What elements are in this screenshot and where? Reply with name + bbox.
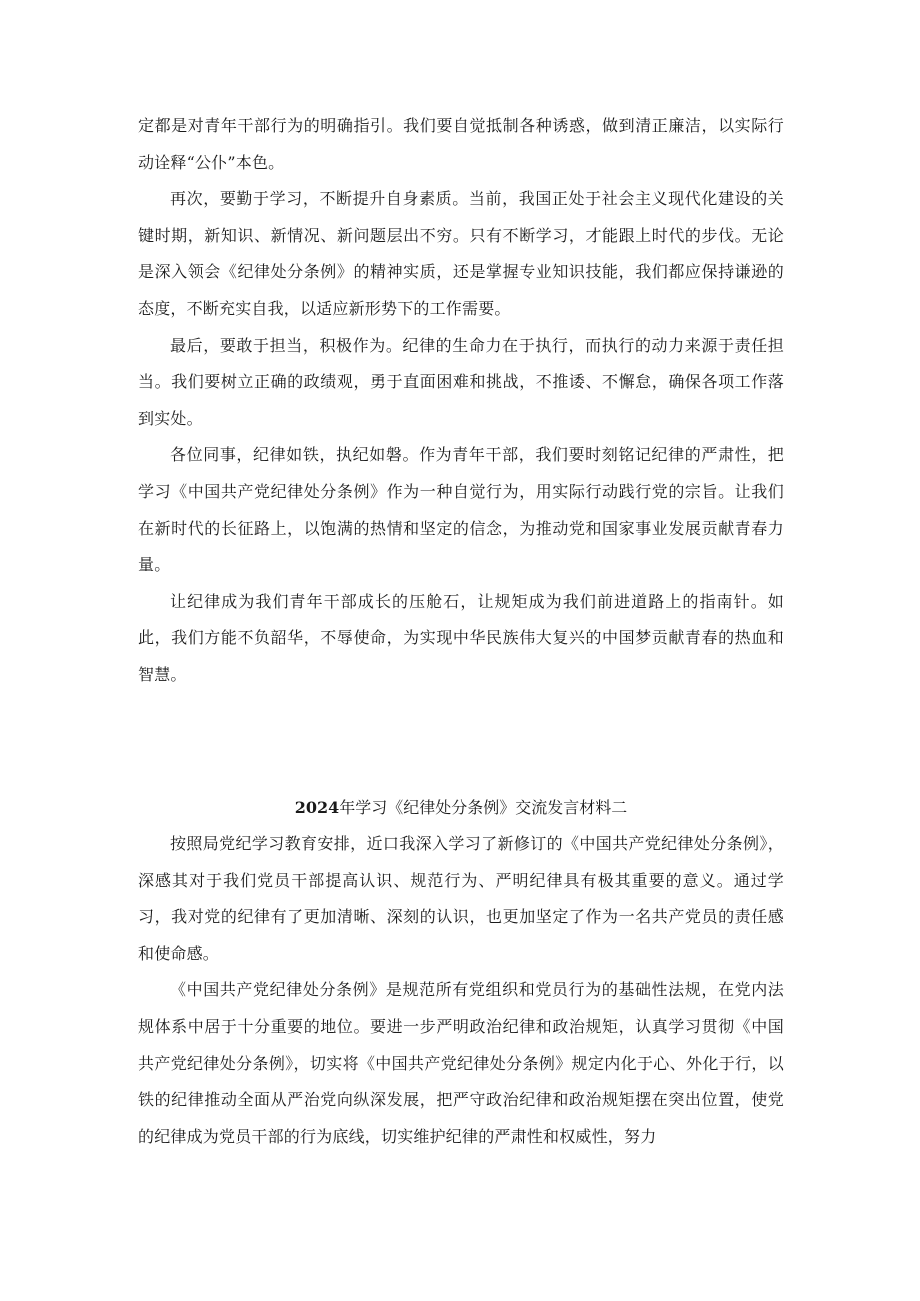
paragraph-continuation: 定都是对青年干部行为的明确指引。我们要自觉抵制各种诱惑，做到清正廉洁，以实际行动诠释“公仆”本色。 [138,116,784,172]
paragraph-regulation: 《中国共产党纪律处分条例》是规范所有党组织和党员行为的基础性法规，在党内法规体系中居于十分重要的地位。要进一步严明政治纪律和政治规矩，认真学习贯彻《中国共产党纪律处分条例》，切实将《中国共产党纪律处分条例》规定内化于心、外化于行，以铁的纪律推动全面从严治党向纵深发展，把严守政治纪律和政治规矩摆在突出位置，使党的纪律成为党员干部的行为底线，切实维护纪律的严肃性和权威性，努力 [138,980,784,1146]
paragraph-intro: 按照局党纪学习教育安排，近口我深入学习了新修订的《中国共产党纪律处分条例》，深感其对于我们党员干部提高认识、规范行为、严明纪律具有极其重要的意义。通过学习，我对党的纪律有了更加清晰、深刻的认识，也更加坚定了作为一名共产党员的责任感和使命感。 [138,834,784,963]
section-title-text: 年学习《纪律处分条例》交流发言材料二 [339,797,628,817]
section-title [138,790,784,827]
paragraph-colleagues: 各位同事，纪律如铁，执纪如磐。作为青年干部，我们要时刻铭记纪律的严肃性，把学习《中国共产党纪律处分条例》作为一种自觉行为，用实际行动践行党的宗旨。让我们在新时代的长征路上，以饱满的热情和坚定的信念，为推动党和国家事业发展贡献青春力量。 [138,445,784,575]
paragraph-responsibility: 最后，要敢于担当，积极作为。纪律的生命力在于执行，而执行的动力来源于责任担当。我们要树立正确的政绩观，勇于直面困难和挑战，不推诿、不懈怠，确保各项工作落到实处。 [138,335,784,428]
section-title-year: 2024 [294,797,340,817]
paragraph-study: 再次，要勤于学习，不断提升自身素质。当前，我国正处于社会主义现代化建设的关键时期，新知识、新情况、新问题层出不穷。只有不断学习，才能跟上时代的步伐。无论是深入领会《纪律处分条例》的精神实质，还是掌握专业知识技能，我们都应保持谦逊的态度，不断充实自我，以适应新形势下的工作需要。 [138,189,784,318]
paragraph-closing: 让纪律成为我们青年干部成长的压舱石，让规矩成为我们前进道路上的指南针。如此，我们方能不负韶华，不辱使命，为实现中华民族伟大复兴的中国梦贡献青春的热血和智慧。 [138,591,784,684]
section-spacer [138,694,784,790]
